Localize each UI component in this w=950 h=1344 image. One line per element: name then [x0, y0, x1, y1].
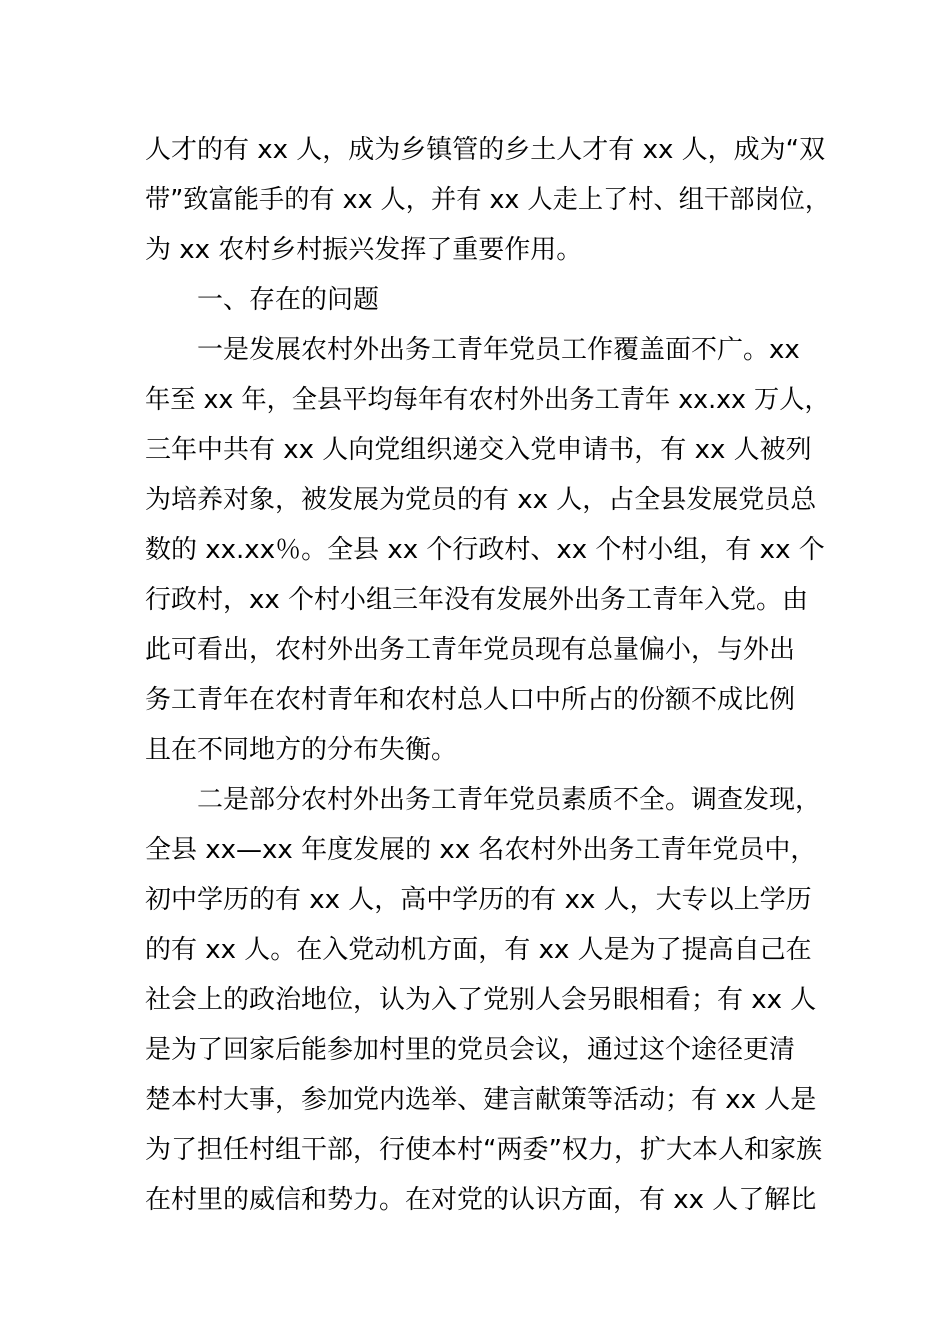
text-line-3: 为 xx 农村乡村振兴发挥了重要作用。: [145, 235, 583, 265]
text-line-14: 二是部分农村外出务工青年党员素质不全。调查发现，: [197, 785, 822, 815]
text-line-11: 此可看出，农村外出务工青年党员现有总量偏小，与外出: [145, 635, 796, 665]
text-line-19: 是为了回家后能参加村里的党员会议，通过这个途径更清: [145, 1035, 796, 1065]
text-line-20: 楚本村大事，参加党内选举、建言献策等活动；有 xx 人是: [145, 1085, 817, 1115]
text-line-16: 初中学历的有 xx 人，高中学历的有 xx 人，大专以上学历: [145, 885, 812, 915]
text-line-6: 年至 xx 年，全县平均每年有农村外出务工青年 xx.xx 万人，: [145, 385, 830, 415]
text-line-2: 带”致富能手的有 xx 人，并有 xx 人走上了村、组干部岗位，: [145, 185, 831, 215]
text-line-5: 一是发展农村外出务工青年党员工作覆盖面不广。xx: [197, 335, 800, 365]
text-line-7: 三年中共有 xx 人向党组织递交入党申请书，有 xx 人被列: [145, 435, 812, 465]
text-line-8: 为培养对象，被发展为党员的有 xx 人，占全县发展党员总: [145, 485, 817, 515]
section-heading: 一、存在的问题: [197, 285, 380, 315]
text-line-22: 在村里的威信和势力。在对党的认识方面，有 xx 人了解比: [145, 1185, 817, 1215]
text-line-9: 数的 xx.xx％。全县 xx 个行政村、xx 个村小组，有 xx 个: [145, 535, 825, 565]
text-line-10: 行政村，xx 个村小组三年没有发展外出务工青年入党。由: [145, 585, 809, 615]
text-line-18: 社会上的政治地位，认为入了党别人会另眼相看；有 xx 人: [145, 985, 817, 1015]
text-line-15: 全县 xx—xx 年度发展的 xx 名农村外出务工青年党员中，: [145, 835, 817, 865]
text-line-12: 务工青年在农村青年和农村总人口中所占的份额不成比例: [145, 685, 796, 715]
text-line-21: 为了担任村组干部，行使本村“两委”权力，扩大本人和家族: [145, 1135, 822, 1165]
text-line-13: 且在不同地方的分布失衡。: [145, 735, 458, 765]
text-line-17: 的有 xx 人。在入党动机方面，有 xx 人是为了提高自己在: [145, 935, 812, 965]
text-line-1: 人才的有 xx 人，成为乡镇管的乡土人才有 xx 人，成为“双: [145, 135, 826, 165]
